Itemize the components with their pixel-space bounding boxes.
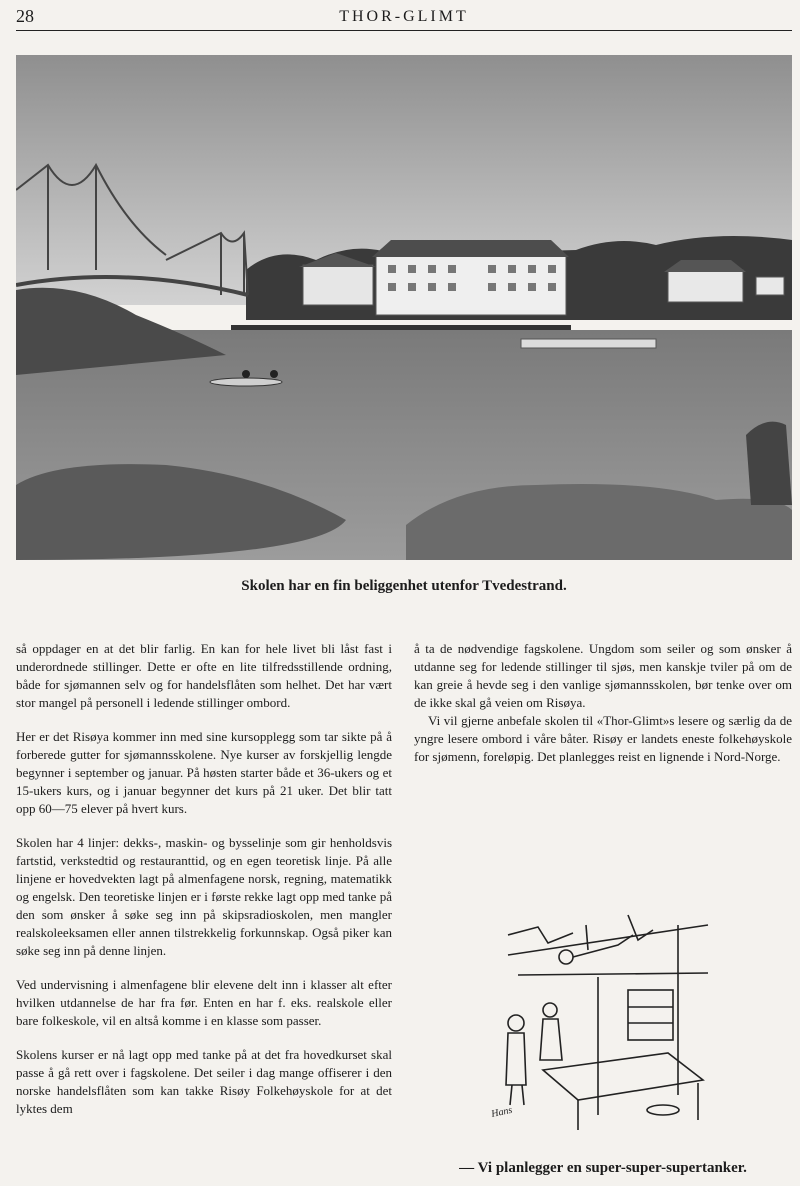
photo-caption: Skolen har en fin beliggenhet utenfor Tvedestrand. — [241, 578, 567, 594]
article-paragraph: Her er det Risøya kommer inn med sine kursopplegg som tar sikte på å forberede gutter for sjømannsskolene. Nye kurser av forskjellig lengde begynner i september og januar. På høsten starter både et 36-ukers og et 15-ukers kurs, og i januar begynner det kurs på 21 uker. Det blir tatt opp 60—75 elever på hvert kurs. — [16, 729, 392, 816]
article-paragraph: å ta de nødvendige fagskolene. Ungdom som seiler og som ønsker å utdanne seg for ledende stillinger til sjøs, men kanskje tviler på om de kan greie å hevde seg i den vanlige sjømannsskolen, bør tenke over om de ikke skal gå veien om Risøya. — [414, 641, 792, 710]
magazine-title: THOR-GLIMT — [339, 8, 469, 25]
article-paragraph: Vi vil gjerne anbefale skolen til «Thor-Glimt»s lesere og særlig da de yngre lesere ombord i våre båter. Risøy er landets eneste folkehøyskole for sjømenn, foreløpig. Det planlegges reist en lignende i Nord-Norge. — [414, 713, 792, 764]
svg-text:Hans: Hans — [490, 1104, 514, 1120]
article-paragraph: Skolen har 4 linjer: dekks-, maskin- og bysselinje som gir henholdsvis fartstid, verkstedtid og restauranttid, og en egen teoretisk linje. På alle linjene er hovedvekten lagt på almenfagene norsk, regning, matematikk og engelsk. Den teoretiske linjen er i første rekke lagt opp med tanke på den som ønsker å søke seg inn på skipsradioskolen, men mangler realskoleeksamen eller annen tilstrekkelig forkunnskap. Også piker kan søke seg inn på denne linjen. — [16, 835, 392, 958]
article-paragraph: så oppdager en at det blir farlig. En kan for hele livet bli låst fast i underordnede stillinger. Dette er ofte en lite tilfredsstillende ordning, både for sjømannen selv og for handelsflåten som helhet. Det har vært stor mangel på personell i ledende stillinger ombord. — [16, 641, 392, 710]
page-number: 28 — [16, 6, 34, 26]
article-column-left — [16, 640, 392, 1134]
article-paragraph: Skolens kurser er nå lagt opp med tanke på at det fra hovedkurset skal passe å gå rett over i fagskolene. Det seiler i dag mange offiserer i den norske handelsflåten som kan takke Risøy Folkehøyskole for at det lyktes dem — [16, 1047, 392, 1116]
school-photo — [16, 55, 792, 560]
article-column-right — [414, 640, 792, 766]
cartoon-caption: — Vi planlegger en super-super-supertanker. — [459, 1160, 747, 1176]
page-header — [16, 4, 792, 31]
cartoon-drawing — [478, 895, 778, 1135]
article-paragraph: Ved undervisning i almenfagene blir elevene delt inn i klasser alt efter hvilken utdannelse de har fra før. Enten en har f. eks. realskole eller bare folkeskole, vil en altså komme i en klasse som passer. — [16, 977, 392, 1028]
